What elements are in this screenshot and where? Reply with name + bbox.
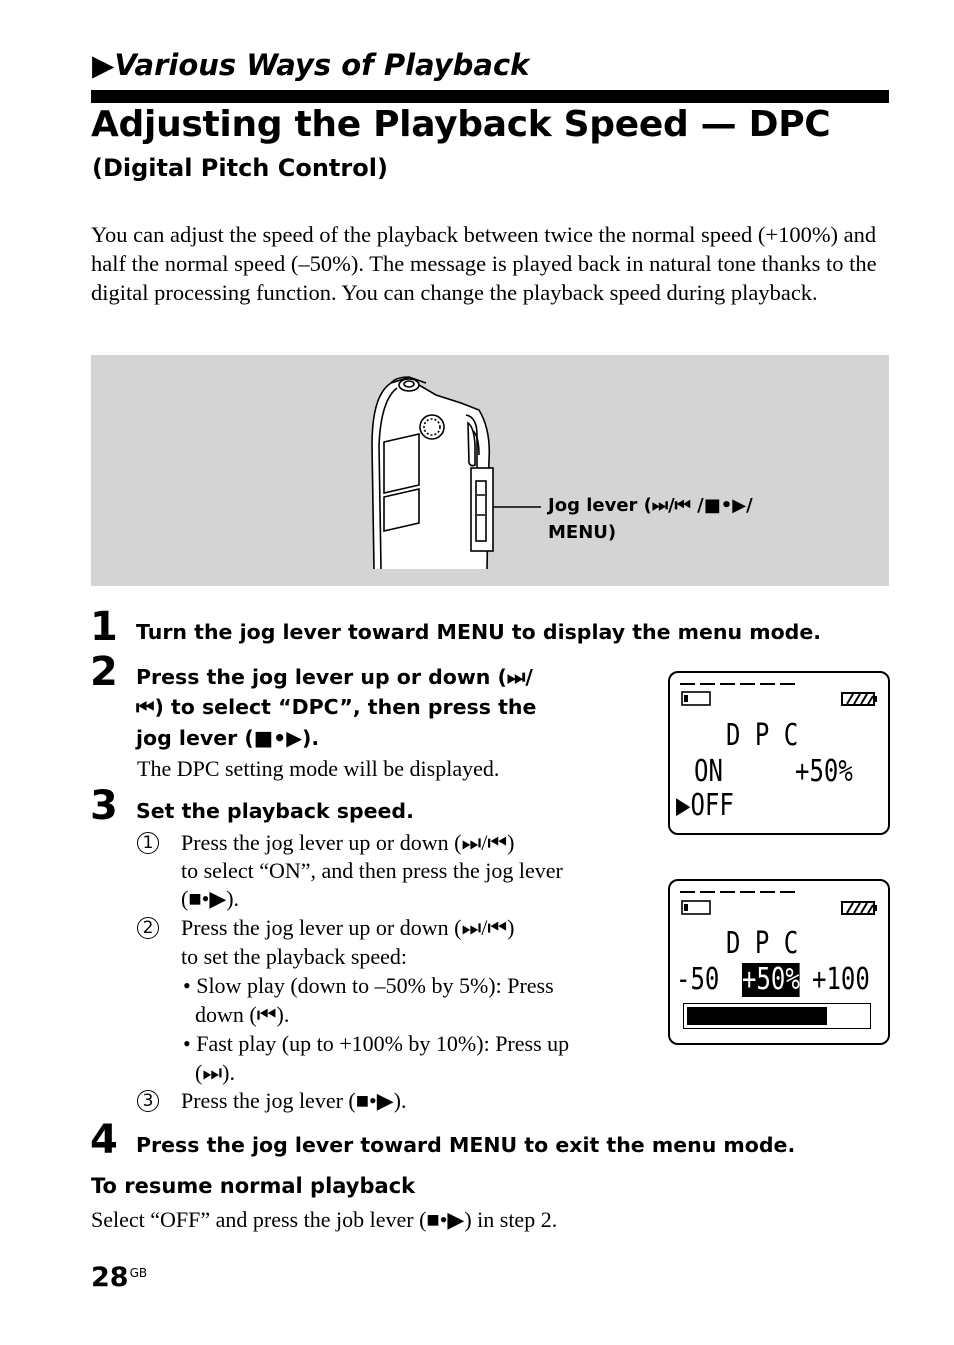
bullet-slow-line2: down (⏮).: [195, 1002, 290, 1027]
play-triangle-icon: ▶: [92, 48, 115, 82]
step-3-heading: Set the playback speed.: [136, 799, 414, 823]
jog-lever-label-line2: MENU): [548, 522, 617, 543]
lcd-status-icons: [670, 673, 888, 723]
bullet-fast-line1: • Fast play (up to +100% by 10%): Press up: [183, 1031, 570, 1056]
bullet-slow-line1: • Slow play (down to –50% by 5%): Press: [183, 973, 554, 998]
speed-level-fill: [687, 1007, 827, 1025]
lcd1-value: +50%: [795, 754, 853, 789]
substep-1-line1: Press the jog lever up or down (⏭/⏮): [181, 830, 515, 855]
substep-3-line1: Press the jog lever (■•▶).: [181, 1088, 407, 1113]
lcd1-on-option: ON: [694, 754, 723, 789]
page-number-value: 28: [91, 1262, 129, 1293]
section-header: [92, 48, 529, 82]
page-number: [91, 1262, 147, 1293]
intro-paragraph: You can adjust the speed of the playback between twice the normal speed (+100%) and half the normal speed (–50%). The message is played back in natural tone thanks to the digital processing function. You can change the playback speed during playback.: [91, 222, 877, 305]
substep-2-marker: 2: [137, 917, 159, 939]
lcd2-max: +100: [812, 962, 870, 997]
battery-icon: [842, 693, 877, 705]
section-header-text: Various Ways of Playback: [114, 48, 530, 82]
step-4-text: Press the jog lever toward MENU to exit the menu mode.: [136, 1133, 796, 1157]
lcd2-status-icons: [670, 881, 888, 931]
lcd-display-speed-set: [668, 879, 890, 1045]
page-number-suffix: GB: [129, 1266, 148, 1280]
step-2-number: 2: [90, 649, 118, 695]
resume-heading: To resume normal playback: [91, 1174, 416, 1198]
resume-text: Select “OFF” and press the job lever (■•▶) in step 2.: [91, 1207, 558, 1232]
lcd2-current: +50%: [742, 962, 800, 997]
lcd-display-dpc-select: [668, 671, 890, 835]
jog-lever-label: [548, 492, 753, 546]
step-4-number: 4: [90, 1117, 118, 1163]
jog-lever-label-line1: Jog lever (⏭/⏮ /■•▶/: [548, 495, 753, 516]
step-2-line2: ⏮) to select “DPC”, then press the: [136, 695, 537, 719]
page-title: Adjusting the Playback Speed — DPC: [91, 104, 831, 145]
lcd1-off-option: ▶OFF: [676, 788, 734, 823]
step-3-number: 3: [90, 783, 118, 829]
header-rule: [91, 90, 889, 103]
page-subtitle: (Digital Pitch Control): [92, 154, 388, 182]
lcd2-min: -50: [676, 962, 720, 997]
device-illustration-panel: [91, 355, 889, 586]
substep-1-line3: (■•▶).: [181, 886, 240, 911]
step-2-note: The DPC setting mode will be displayed.: [137, 756, 500, 781]
substep-2-line2: to set the playback speed:: [181, 944, 408, 969]
recorder-illustration: [91, 355, 889, 586]
lcd2-title: D P C: [726, 926, 799, 961]
step-1-text: Turn the jog lever toward MENU to display the menu mode.: [136, 620, 822, 644]
bullet-fast-line2: (⏭).: [195, 1060, 235, 1085]
step-2-line3: jog lever (■•▶).: [136, 726, 320, 750]
speed-level-bar: [683, 1003, 871, 1029]
step-1-number: 1: [90, 604, 118, 650]
substep-1-line2: to select “ON”, and then press the jog lever: [181, 858, 563, 883]
step-2-line1: Press the jog lever up or down (⏭/: [136, 665, 533, 689]
lcd1-title: D P C: [726, 718, 799, 753]
substep-1-marker: 1: [137, 832, 159, 854]
substep-2-line1: Press the jog lever up or down (⏭/⏮): [181, 915, 515, 940]
battery-icon-2: [842, 902, 877, 914]
substep-3-marker: 3: [137, 1090, 159, 1112]
